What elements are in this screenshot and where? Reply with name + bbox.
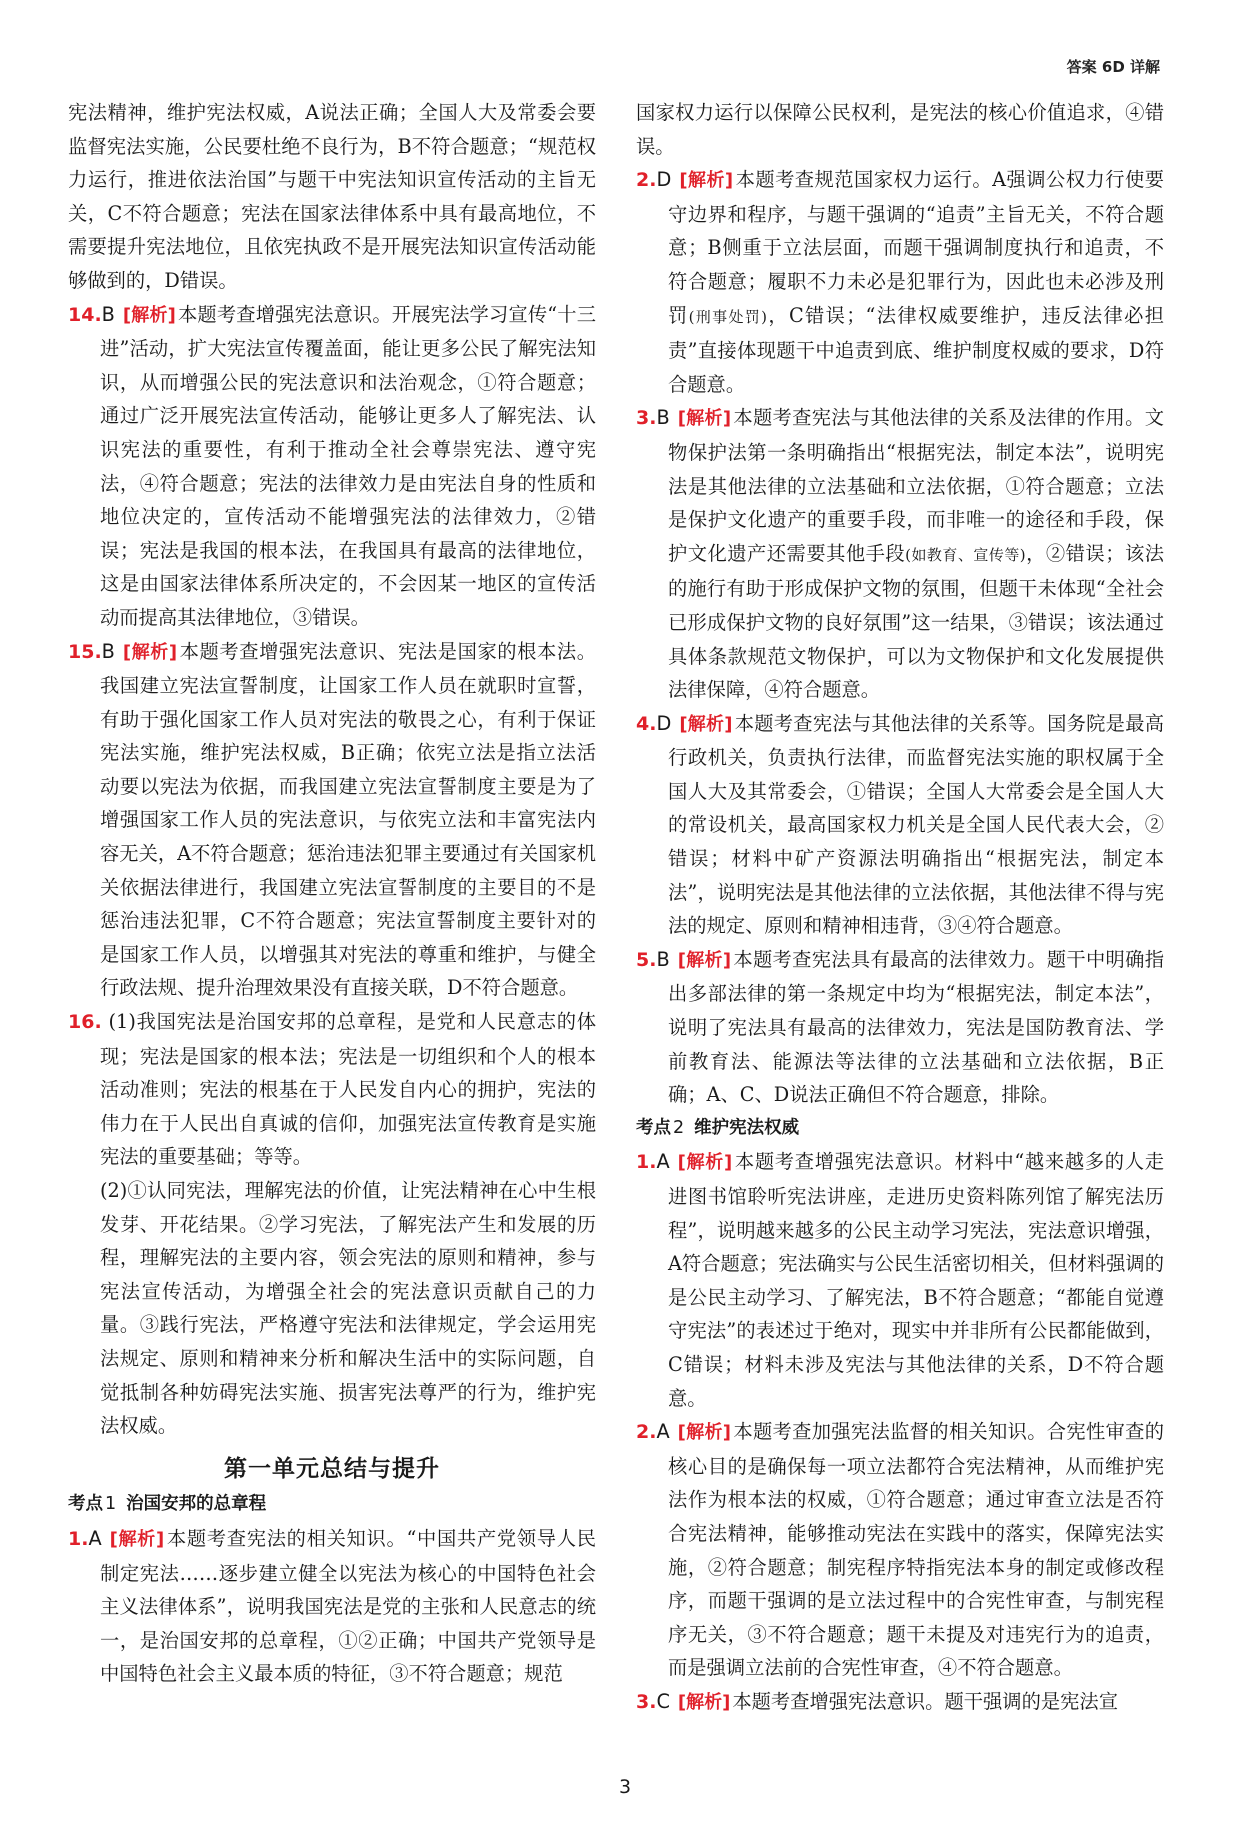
analysis-tag: [解析] (677, 1422, 732, 1444)
analysis-text: 本题考查宪法与其他法律的关系及法律的作用。文物保护法第一条明确指出“根据宪法，制定本法”，说明宪法是其他法律的立法基础和立法依据，①符合题意；立法是保护文化遗产的重要手段，而非唯一的途径和手段，保护文化遗产还需要其他手段 (668, 406, 1164, 565)
analysis-tag: [解析] (679, 713, 733, 735)
analysis-text-cont: ，②错误；该法的施行有助于形成保护文物的氛围，但题干未体现“全社会已形成保护文物的良好氛围”这一结果，③错误；该法通过具体条款规范文物保护，可以为文物保护和文化发展提供法律保障，④符合题意。 (668, 541, 1164, 702)
topic-heading-1 (68, 1488, 596, 1522)
answer-letter: D (656, 711, 672, 735)
question-number: 5. (636, 948, 657, 971)
question-number: 14. (68, 303, 102, 326)
topic-number: 1 (105, 1494, 117, 1515)
answer-letter: A (88, 1526, 102, 1550)
topic-heading-2 (636, 1112, 1164, 1146)
answer-letter: A (656, 1150, 670, 1174)
question-number: 15. (68, 640, 102, 663)
analysis-tag: [解析] (122, 641, 178, 663)
topic-number: 2 (673, 1117, 685, 1138)
answer-item-t2-1 (636, 1145, 1164, 1415)
question-number: 3. (636, 407, 657, 430)
section-title: 第一单元总结与提升 (224, 1455, 440, 1482)
topic-label: 考点 (68, 1494, 103, 1515)
question-number: 1. (68, 1527, 89, 1550)
page-header: 答案 6D 详解 (1066, 58, 1160, 76)
question-number: 16. (68, 1011, 102, 1034)
answer-letter: B (656, 947, 670, 971)
analysis-tag: [解析] (677, 1152, 733, 1174)
question-number: 2. (636, 1421, 657, 1444)
answer-letter: D (656, 168, 672, 192)
answer-item-15 (68, 635, 596, 1006)
analysis-text: 本题考查增强宪法意识。开展宪法学习宣传“十三进”活动，扩大宪法宣传覆盖面，能让更多公民了解宪法知识，从而增强公民的宪法意识和法治观念，①符合题意；通过广泛开展宪法宣传活动，能够让更多人了解宪法、认识宪法的重要性，有利于推动全社会尊崇宪法、遵守宪法，④符合题意；宪法的法律效力是由宪法自身的性质和地位决定的，宣传活动不能增强宪法的法律效力，②错误；宪法是我国的根本法，在我国具有最高的法律地位，这是由国家法律体系所决定的，不会因某一地区的宣传活动而提高其法律地位，③错误。 (100, 302, 596, 629)
topic-title: 治国安邦的总章程 (126, 1494, 267, 1515)
analysis-text-cont: ，C错误；“法律权威要维护，违反法律必担责”直接体现题干中追责到底、维护制度权威的要求，D符合题意。 (668, 303, 1164, 396)
page-number: 3 (618, 1776, 632, 1798)
question-number: 4. (636, 712, 657, 735)
answer-part-2: (2)①认同宪法，理解宪法的价值，让宪法精神在心中生根发芽、开花结果。②学习宪法，了解宪法产生和发展的历程，理解宪法的主要内容，领会宪法的原则和精神，参与宪法宣传活动，为增强全社会的宪法意识贡献自己的力量。③践行宪法，严格遵守宪法和法律规定，学会运用宪法规定、原则和精神来分析和解决生活中的实际问题，自觉抵制各种妨碍宪法实施、损害宪法尊严的行为，维护宪法权威。 (100, 1179, 596, 1438)
answer-item-4 (636, 707, 1164, 943)
analysis-tag: [解析] (677, 1691, 731, 1713)
answer-item-14 (68, 298, 596, 635)
answer-item-t1-1 (68, 1522, 596, 1691)
analysis-text: 本题考查宪法与其他法律的关系等。国务院是最高行政机关，负责执行法律，而监督宪法实施的职权属于全国人大及其常委会，①错误；全国人大常委会是全国人大的常设机关，最高国家权力机关是全国人民代表大会，②错误；材料中矿产资源法明确指出“根据宪法，制定本法”，说明宪法是其他法律的立法依据，其他法律不得与宪法的规定、原则和精神相违背，③④符合题意。 (668, 711, 1165, 938)
analysis-text: 本题考查规范国家权力运行。A强调公权力行使要守边界和程序，与题干强调的“追责”主旨无关，不符合题意；B侧重于立法层面，而题干强调制度执行和追责，不符合题意；履职不力未必是犯罪行为，因此也未必涉及刑罚 (668, 168, 1164, 327)
answer-letter: B (656, 406, 670, 430)
analysis-tag: [解析] (122, 304, 176, 326)
analysis-tag: [解析] (109, 1528, 165, 1550)
analysis-text: 本题考查增强宪法意识。材料中“越来越多的人走进图书馆聆听宪法讲座，走进历史资料陈列馆了解宪法历程”，说明越来越多的公民主动学习宪法，宪法意识增强，A符合题意；宪法确实与公民生活密切相关，但材料强调的是公民主动学习、了解宪法，B不符合题意；“都能自觉遵守宪法”的表述过于绝对，现实中并非所有公民都能做到，C错误；材料未涉及宪法与其他法律的关系，D不符合题意。 (668, 1150, 1165, 1410)
analysis-text: 本题考查增强宪法意识。题干强调的是宪法宣 (732, 1689, 1118, 1713)
question-number: 2. (636, 169, 657, 192)
answer-part-1: (1)我国宪法是治国安邦的总章程，是党和人民意志的体现；宪法是国家的根本法；宪法是一切组织和个人的根本活动准则；宪法的根基在于人民发自内心的拥护，宪法的伟力在于人民出自真诚的信仰，加强宪法宣传教育是实施宪法的重要基础；等等。 (100, 1010, 596, 1169)
continued-answer-text: 国家权力运行以保障公民权利，是宪法的核心价值追求，④错误。 (636, 101, 1164, 158)
right-column (636, 96, 1164, 1720)
answer-item-16 (68, 1005, 596, 1174)
question-number: 3. (636, 1690, 657, 1713)
inline-note: (刑事处罚) (688, 307, 767, 326)
answer-item-t2-2 (636, 1415, 1164, 1685)
analysis-text: 本题考查宪法的相关知识。“中国共产党领导人民制定宪法……逐步建立健全以宪法为核心的中国特色社会主义法律体系”，说明我国宪法是党的主张和人民意志的统一，是治国安邦的总章程，①②正确；中国共产党领导是中国特色社会主义最本质的特征，③不符合题意；规范 (100, 1526, 597, 1686)
analysis-text: 本题考查宪法具有最高的法律效力。题干中明确指出多部法律的第一条规定中均为“根据宪法，制定本法”，说明了宪法具有最高的法律效力，宪法是国防教育法、学前教育法、能源法等法律的立法基础和立法依据，B正确；A、C、D说法正确但不符合题意，排除。 (668, 947, 1164, 1107)
left-column (68, 96, 596, 1691)
answer-item-3 (636, 401, 1164, 706)
answer-letter: A (656, 1420, 670, 1444)
analysis-tag: [解析] (677, 408, 732, 430)
answer-item-t2-3 (636, 1685, 1164, 1720)
answer-letter: B (101, 639, 115, 663)
answer-letter: B (101, 302, 115, 326)
answer-item-2 (636, 163, 1164, 401)
inline-note: (如教育、宣传等) (905, 545, 1026, 564)
question-number: 1. (636, 1151, 657, 1174)
answer-letter: C (656, 1689, 670, 1713)
analysis-tag: [解析] (679, 170, 734, 192)
analysis-text: 本题考查加强宪法监督的相关知识。合宪性审查的核心目的是确保每一项立法都符合宪法精神，从而维护宪法作为根本法的权威，①符合题意；通过审查立法是否符合宪法精神，能够推动宪法在实践中的落实，保障宪法实施，②符合题意；制宪程序特指宪法本身的制定或修改程序，而题干强调的是立法过程中的合宪性审查，与制宪程序无关，③不符合题意；题干未提及对违宪行为的追责，而是强调立法前的合宪性审查，④不符合题意。 (668, 1420, 1165, 1680)
topic-label: 考点 (636, 1117, 671, 1138)
analysis-tag: [解析] (677, 949, 732, 971)
continued-answer-text: 宪法精神，维护宪法权威，A说法正确；全国人大及常委会要监督宪法实施，公民要杜绝不良行为，B不符合题意；“规范权力运行，推进依法治国”与题干中宪法知识宣传活动的主旨无关，C不符合题意；宪法在国家法律体系中具有最高地位，不需要提升宪法地位，且依宪执政不是开展宪法知识宣传活动能够做到的，D错误。 (68, 101, 596, 292)
answer-item-5 (636, 943, 1164, 1112)
topic-title: 维护宪法权威 (694, 1117, 800, 1138)
analysis-text: 本题考查增强宪法意识、宪法是国家的根本法。我国建立宪法宣誓制度，让国家工作人员在就职时宣誓，有助于强化国家工作人员对宪法的敬畏之心，有利于保证宪法实施，维护宪法权威，B正确；依宪立法是指立法活动要以宪法为依据，而我国建立宪法宣誓制度主要是为了增强国家工作人员的宪法意识，与依宪立法和丰富宪法内容无关，A不符合题意；惩治违法犯罪主要通过有关国家机关依据法律进行，我国建立宪法宣誓制度的主要目的不是惩治违法犯罪，C不符合题意；宪法宣誓制度主要针对的是国家工作人员，以增强其对宪法的尊重和维护，与健全行政法规、提升治理效果没有直接关联，D不符合题意。 (100, 639, 596, 1000)
